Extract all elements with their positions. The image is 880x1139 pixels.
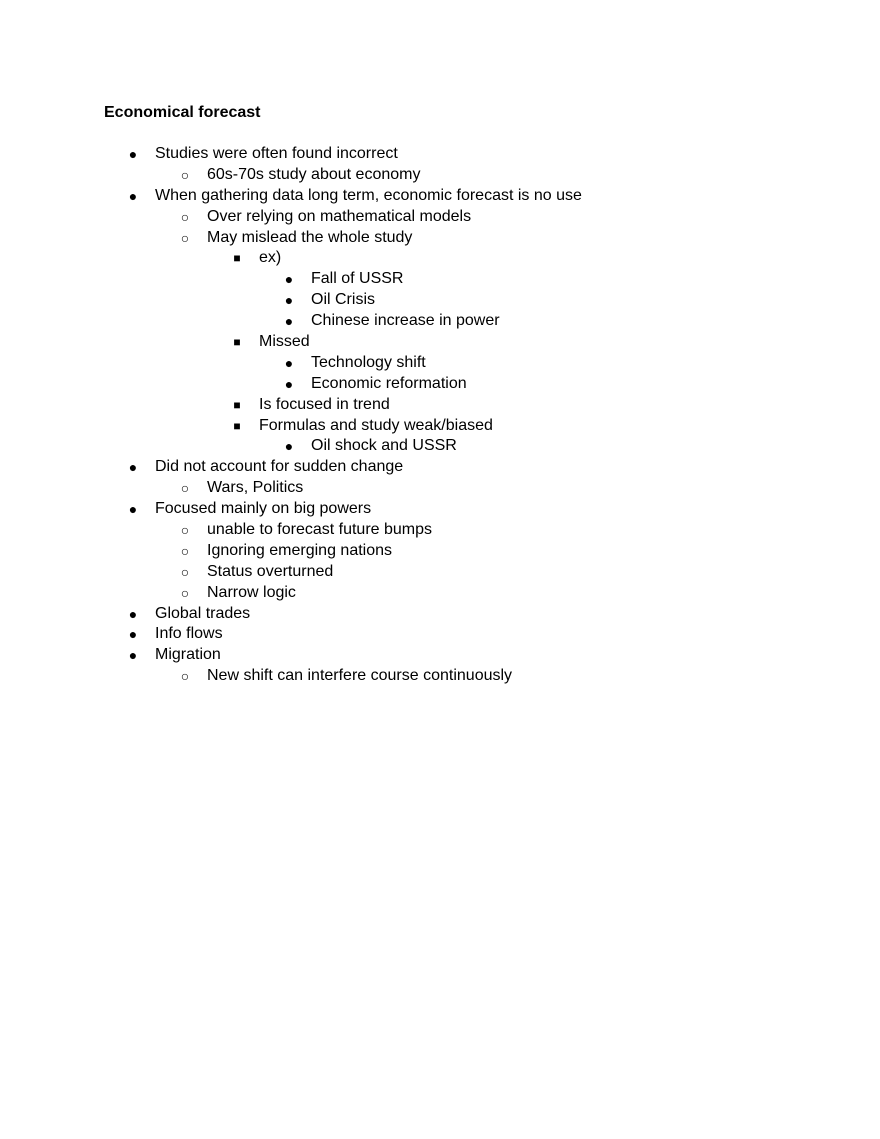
list-item-text: May mislead the whole study — [207, 228, 413, 246]
bullet-marker-icon: ○ — [180, 166, 190, 183]
list-item-text: Chinese increase in power — [311, 312, 500, 330]
bullet-marker-icon: ● — [284, 313, 294, 330]
bullet-marker-icon: ● — [128, 501, 138, 518]
list-item-text: Migration — [155, 646, 221, 664]
bullet-marker-icon: ■ — [233, 251, 241, 266]
list-item-text: Ignoring emerging nations — [207, 541, 393, 559]
bullet-marker-icon: ■ — [233, 418, 241, 433]
bullet-marker-icon: ● — [284, 375, 294, 392]
bullet-marker-icon: ● — [284, 438, 294, 455]
list-item-text: Did not account for sudden change — [155, 458, 404, 476]
bullet-marker-icon: ○ — [180, 542, 190, 559]
list-item-text: Is focused in trend — [259, 395, 390, 413]
bullet-marker-icon: ○ — [180, 584, 190, 601]
list-item-text: Technology shift — [311, 353, 426, 371]
bullet-marker-icon: ○ — [180, 480, 190, 497]
list-item-text: Economic reformation — [311, 374, 467, 392]
bullet-marker-icon: ○ — [180, 522, 190, 539]
bullet-marker-icon: ● — [128, 647, 138, 664]
document-title: Economical forecast — [104, 104, 261, 121]
bullet-marker-icon: ○ — [180, 208, 190, 225]
list-item-text: Narrow logic — [207, 583, 296, 601]
list-item-text: Missed — [259, 333, 310, 351]
bullet-marker-icon: ● — [128, 459, 138, 476]
bullet-marker-icon: ● — [128, 626, 138, 643]
bullet-marker-icon: ● — [128, 605, 138, 622]
list-item-text: Focused mainly on big powers — [155, 500, 372, 518]
list-item-text: Status overturned — [207, 562, 334, 580]
bullet-marker-icon: ● — [128, 146, 138, 162]
list-item-text: Global trades — [155, 604, 251, 622]
bullet-marker-icon: ■ — [233, 335, 241, 350]
list-item-text: New shift can interfere course continuously — [207, 667, 513, 685]
bullet-marker-icon: ● — [284, 354, 294, 371]
bullet-marker-icon: ● — [128, 187, 138, 204]
list-item-text: Oil shock and USSR — [311, 437, 457, 455]
bullet-marker-icon: ○ — [180, 668, 190, 685]
list-item-text: 60s-70s study about economy — [207, 165, 421, 183]
list-item-text: Wars, Politics — [207, 479, 304, 497]
list-item-text: When gathering data long term, economic forecast is no use — [155, 186, 582, 204]
bullet-marker-icon: ○ — [180, 229, 190, 246]
list-item-text: Over relying on mathematical models — [207, 207, 472, 225]
list-item-text: ex) — [259, 249, 282, 267]
bullet-marker-icon: ● — [284, 271, 294, 288]
bullet-marker-icon: ○ — [180, 563, 190, 580]
bullet-marker-icon: ■ — [233, 397, 241, 412]
bullet-marker-icon: ● — [284, 292, 294, 309]
list-item-text: Info flows — [155, 625, 223, 643]
list-item-text: Studies were often found incorrect — [155, 145, 398, 162]
list-item-text: Oil Crisis — [311, 291, 375, 309]
list-item-text: Fall of USSR — [311, 270, 404, 288]
list-item-text: Formulas and study weak/biased — [259, 416, 493, 434]
list-item-text: unable to forecast future bumps — [207, 521, 433, 539]
